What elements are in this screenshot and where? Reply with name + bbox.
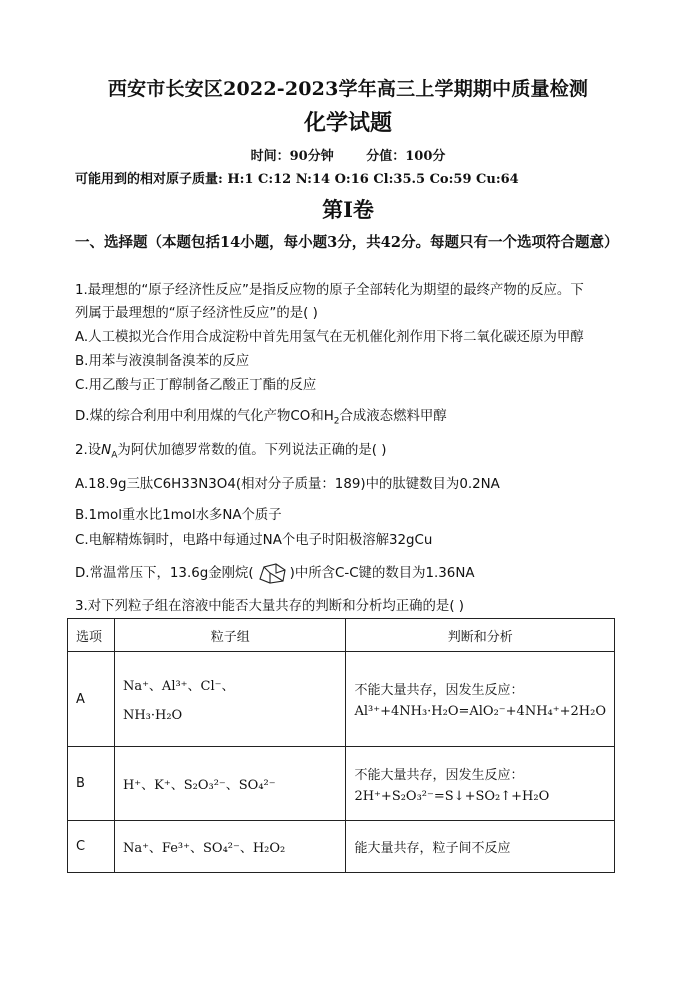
q1-option-d-sub: 2: [333, 416, 340, 427]
q1-option-d: [75, 406, 635, 433]
q3-header-option: 选项: [68, 619, 115, 652]
q2-stem-post: 为阿伏加德罗常数的值。下列说法正确的是( ): [117, 443, 387, 458]
exam-title: 西安市长安区2022-2023学年高三上学期期中质量检测: [107, 78, 589, 100]
q2-stem-var-sub: A: [111, 450, 118, 461]
q3-row-a-ions-line1: Na⁺、Al³⁺、Cl⁻、: [122, 679, 235, 694]
subject-title: 化学试题: [303, 110, 392, 136]
q3-row-a-ions: [114, 652, 346, 747]
exam-time: 时间：90分钟: [250, 149, 334, 164]
q3-row-a-ions-line2: NH₃·H₂O: [122, 708, 183, 723]
q3-header-ions: 粒子组: [114, 619, 346, 652]
adamantane-structure-icon: [254, 561, 290, 585]
q2-option-d-pre: D.常温常压下，13.6g金刚烷(: [75, 566, 254, 581]
exam-score: 分值：100分: [366, 149, 446, 164]
q1-option-a: A.人工模拟光合作用合成淀粉中首先用氢气在无机催化剂作用下将二氧化碳还原为甲醇: [75, 330, 584, 345]
q2-option-b: B.1mol重水比1mol水多NA个质子: [75, 508, 282, 523]
q1-stem-line2: 列属于最理想的“原子经济性反应”的是( ): [75, 306, 318, 321]
q3-row-b-ions: H⁺、K⁺、S₂O₃²⁻、SO₄²⁻: [114, 747, 346, 821]
q3-row-a-analysis-title: 不能大量共存，因发生反应：: [354, 683, 524, 698]
q2-stem: [75, 440, 635, 467]
volume-title: 第I卷: [322, 197, 374, 222]
q3-header-analysis: 判断和分析: [346, 619, 615, 652]
q3-row-b: [68, 747, 615, 821]
atomic-masses: 可能用到的相对原子质量: H:1 C:12 N:14 O:16 Cl:35.5 Co:59 Cu:64: [75, 172, 519, 187]
q3-row-a-analysis: [346, 652, 615, 747]
q2-stem-pre: 2.设: [75, 443, 102, 458]
q1-option-d-pre: D.煤的综合利用中利用煤的气化产物CO和H: [75, 409, 334, 424]
q3-row-a: [68, 652, 615, 747]
q2-option-a: A.18.9g三肽C6H33N3O4(相对分子质量：189)中的肽键数目为0.2NA: [75, 477, 500, 492]
section-heading: 一、选择题（本题包括14小题，每小题3分，共42分。每题只有一个选项符合题意）: [75, 234, 619, 251]
q3-table: [67, 618, 615, 873]
q1-option-c: C.用乙酸与正丁醇制备乙酸正丁酯的反应: [75, 378, 317, 393]
q3-row-c-option: C: [68, 821, 115, 873]
q3-row-b-analysis-eq: 2H⁺+S₂O₃²⁻=S↓+SO₂↑+H₂O: [354, 788, 550, 804]
q3-row-b-analysis-title: 不能大量共存，因发生反应：: [354, 767, 524, 783]
q2-option-d-post: )中所含C-C键的数目为1.36NA: [289, 566, 475, 581]
q3-header-row: [68, 619, 615, 652]
q2-option-c: C.电解精炼铜时，电路中每通过NA个电子时阳极溶解32gCu: [75, 533, 433, 548]
q3-row-a-analysis-eq: Al³⁺+4NH₃·H₂O=AlO₂⁻+4NH₄⁺+2H₂O: [354, 704, 606, 719]
q3-row-c: [68, 821, 615, 873]
q3-row-b-option: B: [68, 747, 115, 821]
q2-option-d: [75, 561, 635, 585]
exam-meta: [0, 145, 696, 164]
q3-row-c-ions: Na⁺、Fe³⁺、SO₄²⁻、H₂O₂: [114, 821, 346, 873]
q3-row-c-analysis: 能大量共存，粒子间不反应: [346, 821, 615, 873]
q1-stem-line1: 1.最理想的“原子经济性反应”是指反应物的原子全部转化为期望的最终产物的反应。下: [75, 283, 584, 298]
q3-row-a-option: A: [68, 652, 115, 747]
q3-stem: 3.对下列粒子组在溶液中能否大量共存的判断和分析均正确的是( ): [75, 599, 465, 614]
q1-option-b: B.用苯与液溴制备溴苯的反应: [75, 354, 250, 369]
q2-stem-var: N: [101, 443, 112, 458]
q3-row-b-analysis: [346, 747, 615, 821]
q1-option-d-post: 合成液态燃料甲醇: [339, 409, 447, 424]
